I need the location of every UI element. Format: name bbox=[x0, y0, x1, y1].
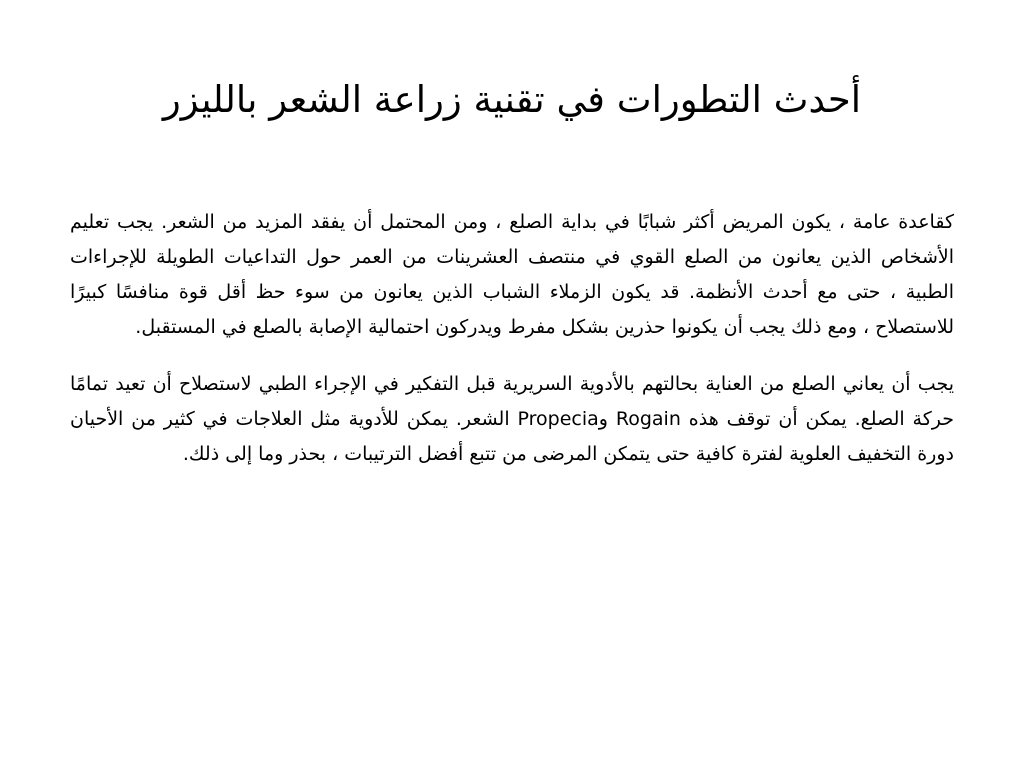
body-paragraph-1: كقاعدة عامة ، يكون المريض أكثر شبابًا في بداية الصلع ، ومن المحتمل أن يفقد المزيد من الشعر. يجب تعليم الأشخاص الذين يعانون من الصلع القوي في منتصف العشرينات من العمر حول التداعيات الطويلة للإجراءات الطبية ، حتى مع أحدث الأنظمة. قد يكون الزملاء الشباب الذين يعانون من سوء حظ أقل قوة منافسًا كبيرًا للاستصلاح ، ومع ذلك يجب أن يكونوا حذرين بشكل مفرط ويدركون احتمالية الإصابة بالصلع في المستقبل. bbox=[70, 211, 954, 338]
body-paragraph-2: يجب أن يعاني الصلع من العناية بحالتهم بالأدوية السريرية قبل التفكير في الإجراء الطبي لاستصلاح أن تعيد تمامًا حركة الصلع. يمكن أن توقف هذه Rogain وPropecia الشعر. يمكن للأدوية مثل العلاجات في كثير من الأحيان دورة التخفيف العلوية لفترة كافية حتى يتمكن المرضى من تتبع أفضل الترتيبات ، بحذر وما إلى ذلك. bbox=[70, 373, 954, 465]
slide-body bbox=[70, 205, 954, 494]
slide-title: أحدث التطورات في تقنية زراعة الشعر بالليزر bbox=[162, 78, 862, 121]
